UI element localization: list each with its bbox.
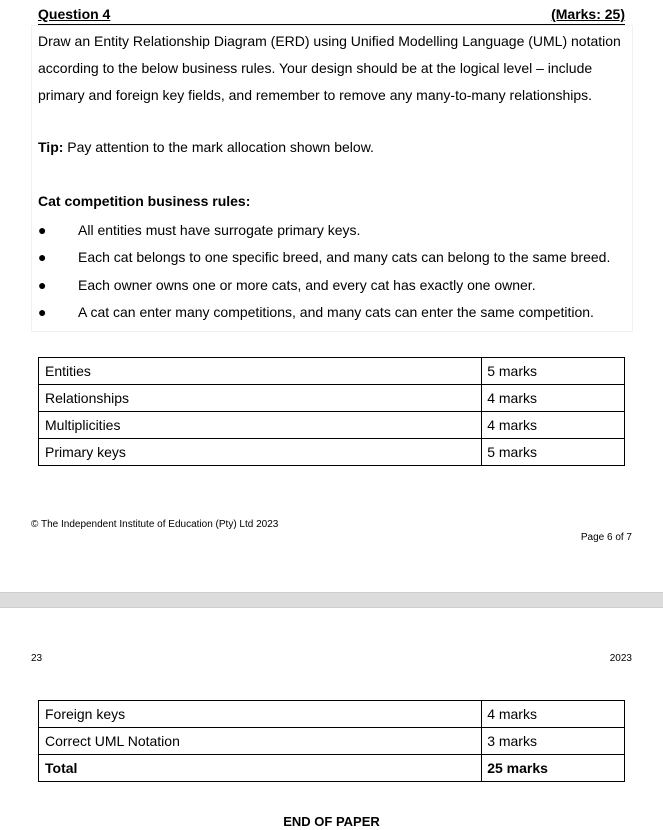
- table-cell-item: Relationships: [39, 385, 482, 412]
- tip-text: Pay attention to the mark allocation shown below.: [63, 139, 374, 155]
- tip-label: Tip:: [38, 139, 64, 155]
- rule-text: A cat can enter many competitions, and many cats can enter the same competition.: [78, 304, 594, 320]
- table-cell-marks: 4 marks: [482, 701, 625, 728]
- page-separator: [0, 592, 663, 608]
- bullet-icon: ●: [38, 222, 47, 238]
- rule-text: Each owner owns one or more cats, and every cat has exactly one owner.: [78, 277, 536, 293]
- bullet-icon: ●: [38, 304, 47, 320]
- table-cell-marks: 4 marks: [482, 412, 625, 439]
- table-row-total: [39, 755, 625, 782]
- table-row: [39, 412, 625, 439]
- table-cell-marks: 5 marks: [482, 439, 625, 466]
- table-cell-total-marks: 25 marks: [482, 755, 625, 782]
- end-of-paper: END OF PAPER: [283, 814, 380, 829]
- question-instructions: Draw an Entity Relationship Diagram (ERD) using Unified Modelling Language (UML) notation according to the below business rules. Your design should be at the logical level – include primary and foreign key fields, and remember to remove any many-to-many relationships.: [38, 33, 621, 103]
- table-row: [39, 728, 625, 755]
- table-cell-marks: 3 marks: [482, 728, 625, 755]
- question-title: Question 4: [38, 6, 111, 22]
- table-cell-total-label: Total: [39, 755, 482, 782]
- table-cell-item: Multiplicities: [39, 412, 482, 439]
- page-header-left: 23: [31, 653, 43, 664]
- table-cell-marks: 5 marks: [482, 358, 625, 385]
- table-row: [39, 358, 625, 385]
- bullet-icon: ●: [38, 277, 47, 293]
- bullet-icon: ●: [38, 249, 47, 265]
- tip-line: [38, 139, 374, 155]
- table-cell-item: Entities: [39, 358, 482, 385]
- table-cell-item: Primary keys: [39, 439, 482, 466]
- table-row: [39, 701, 625, 728]
- business-rules-title: Cat competition business rules:: [38, 193, 251, 209]
- page-number: Page 6 of 7: [580, 532, 632, 543]
- mark-allocation-table-continued: [38, 700, 625, 782]
- table-row: [39, 439, 625, 466]
- table-cell-item: Foreign keys: [39, 701, 482, 728]
- table-cell-item: Correct UML Notation: [39, 728, 482, 755]
- page-header-right: 2023: [609, 653, 632, 664]
- rule-text: All entities must have surrogate primary keys.: [78, 222, 361, 238]
- copyright-footer: © The Independent Institute of Education (Pty) Ltd 2023: [31, 519, 279, 530]
- rule-text: Each cat belongs to one specific breed, and many cats can belong to the same breed.: [78, 249, 611, 265]
- mark-allocation-table: [38, 357, 625, 466]
- table-row: [39, 385, 625, 412]
- table-cell-marks: 4 marks: [482, 385, 625, 412]
- question-header: [38, 4, 625, 25]
- question-marks: (Marks: 25): [551, 6, 625, 22]
